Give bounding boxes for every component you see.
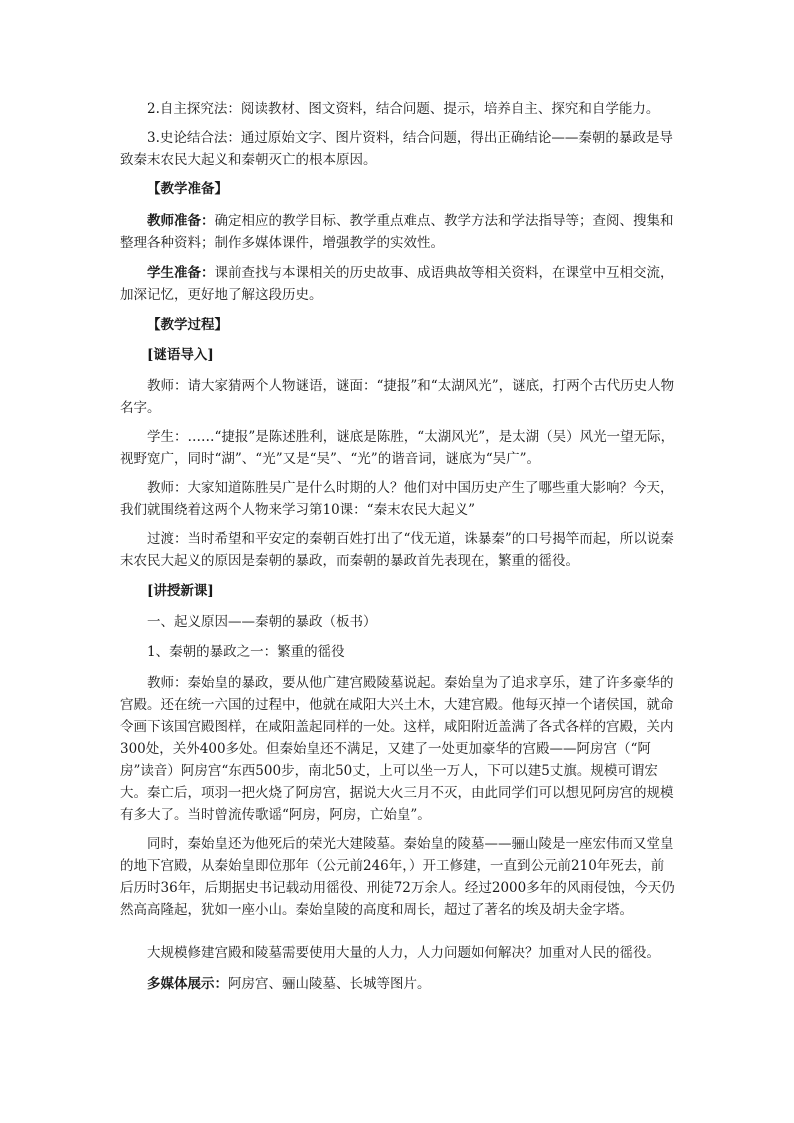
new-lesson-header: [讲授新课] <box>147 583 214 599</box>
media-label: 多媒体展示： <box>147 976 228 992</box>
tomb-paragraph: 同时，秦始皇还为他死后的荣光大建陵墓。秦始皇的陵墓——骊山陵是一座宏伟而又堂皇的地下宫殿，从秦始皇即位那年（公元前246年，）开工修建，一直到公元前210年死去，前后历时36年，后期据史书记载动用徭役、刑徒72万余人。经过2000多年的风雨侵蚀，今天仍然高高隆起，犹如一座小山。秦始皇陵的高度和周长，超过了著名的埃及胡夫金字塔。 <box>120 836 675 918</box>
method-3: 3.史论结合法：通过原始文字、图片资料，结合问题，得出正确结论——秦朝的暴政是导致秦末农民大起义和秦朝灭亡的根本原因。 <box>120 130 673 168</box>
teacher-prep <box>120 210 676 254</box>
media-text: 阿房宫、骊山陵墓、长城等图片。 <box>228 976 431 992</box>
riddle-header: [谜语导入] <box>147 347 214 363</box>
process-header: 【教学过程】 <box>147 317 228 333</box>
section-one: 一、起义原因——秦朝的暴政（板书） <box>147 614 377 630</box>
transition: 过渡：当时希望和平安定的秦朝百姓打出了“伐无道，诛暴秦”的口号揭竿而起，所以说秦末农民大起义的原因是秦朝的暴政，而秦朝的暴政首先表现在，繁重的徭役。 <box>120 531 674 569</box>
teacher-prep-label: 教师准备： <box>147 213 215 229</box>
item-one: 1、秦朝的暴政之一：繁重的徭役 <box>147 644 345 660</box>
method-2: 2.自主探究法：阅读教材、图文资料，结合问题、提示，培养自主、探究和自学能力。 <box>147 101 660 117</box>
student-prep-text: 课前查找与本课相关的历史故事、成语典故等相关资料，在课堂中互相交流，加深记忆，更好地了解这段历史。 <box>120 265 674 303</box>
teacher-palace: 教师：秦始皇的暴政，要从他广建宫殿陵墓说起。秦始皇为了追求享乐，建了许多豪华的宫殿。还在统一六国的过程中，他就在咸阳大兴土木，大建宫殿。他每灭掉一个诸侯国，就命令画下该国宫殿图样，在咸阳盖起同样的一处。这样，咸阳附近盖满了各式各样的宫殿，关内300处，关外400多处。但秦始皇还不满足，又建了一处更加豪华的宫殿——阿房宫（“阿房”读音）阿房宫“东西500步，南北50丈，上可以坐一万人，下可以建5丈旗。规模可谓宏大。秦亡后，项羽一把火烧了阿房宫，据说大火三月不灭，由此同学们可以想见阿房宫的规模有多大了。当时曾流传歌谣“阿房，阿房，亡始皇”。 <box>120 675 674 823</box>
prep-header: 【教学准备】 <box>147 181 228 197</box>
riddle-student: 学生：……“捷报”是陈述胜利，谜底是陈胜，“太湖风光”，是太湖（吴）风光一望无际，视野宽广，同时“湖”、“光”又是“吴”、“光”的谐音词，谜底为“吴广”。 <box>120 429 675 467</box>
student-prep <box>120 262 676 306</box>
labor-paragraph: 大规模修建宫殿和陵墓需要使用大量的人力，人力问题如何解决？加重对人民的徭役。 <box>147 945 660 961</box>
riddle-teacher: 教师：请大家猜两个人物谜语，谜面：“捷报”和“太湖风光”，谜底，打两个古代历史人物名字。 <box>120 378 675 416</box>
student-prep-label: 学生准备： <box>147 265 215 281</box>
teacher-intro: 教师：大家知道陈胜吴广是什么时期的人？他们对中国历史产生了哪些重大影响？今天，我们就围绕着这两个人物来学习第10课：“秦末农民大起义” <box>120 480 674 518</box>
media-display <box>120 973 676 995</box>
teacher-prep-text: 确定相应的教学目标、教学重点难点、教学方法和学法指导等；查阅、搜集和整理各种资料；制作多媒体课件，增强教学的实效性。 <box>120 213 674 251</box>
